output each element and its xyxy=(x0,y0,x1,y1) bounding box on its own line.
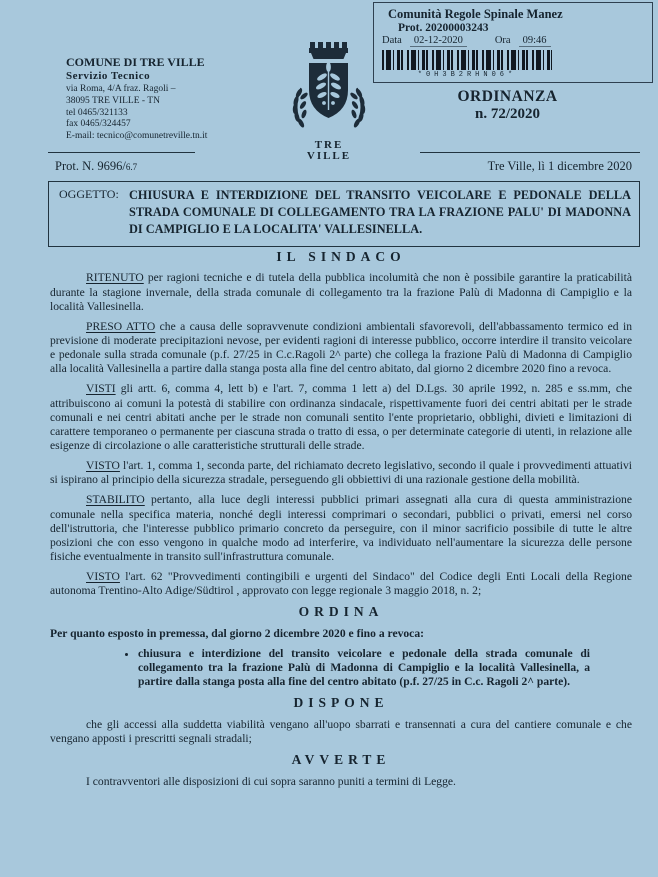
subject-text: CHIUSURA E INTERDIZIONE DEL TRANSITO VEICOLARE E PEDONALE DELLA STRADA COMUNALE DI COLLEGAMENTO TRA LA FRAZIONE PALU' DI MADONNA DI CAMPIGLIO E LA LOCALITA' VALLESINELLA. xyxy=(129,188,631,237)
heading-avverte: AVVERTE xyxy=(291,752,391,768)
ordinance-title-block xyxy=(415,88,600,123)
heading-il-sindaco: IL SINDACO xyxy=(276,249,406,264)
email: E-mail: tecnico@comunetreville.tn.it xyxy=(66,131,208,142)
recital-lead: VISTO xyxy=(86,570,120,584)
ordinance-number: n. 72/2020 xyxy=(474,106,540,122)
recital-text: per ragioni tecniche e di tutela della pubblica incolumità che non è possibile garantire la praticabilità durante la stagione invernale, della strada comunale di collegamento tra la frazione Palù di Madonna di Campiglio e la località Vallesinella. xyxy=(50,271,632,313)
stamp-date-label: Data xyxy=(382,35,402,46)
stamp-organization: Comunità Regole Spinale Manez xyxy=(388,7,563,21)
letterhead xyxy=(66,55,266,143)
recital-text: gli artt. 6, comma 4, lett b) e l'art. 7, comma 1 lett a) del D.Lgs. 30 aprile 1992, n. 285 e ss.mm, che attribuiscono ai comuni la potestà di stabilire con ordinanza sindacale, rispettivamente fuori dei centri abitati per le strade comunali e nei centri abitati anche per le strade non comunali sentito l'ente proprietario, obblighi, divieti e limitazioni di carattere temporaneo o permanente per ciascuna strada o tratto di essa, o per determinate categorie di utenti, in relazione alle esigenze di circolazione o alle caratteristiche strutturali delle strade. xyxy=(50,382,632,453)
stamp-date-value: 02-12-2020 xyxy=(410,35,467,47)
recital-stabilito xyxy=(50,493,632,564)
heading-dispone: DISPONE xyxy=(293,695,389,711)
subject-box xyxy=(48,181,640,247)
recital-visto-art62 xyxy=(50,570,632,598)
protocol-stamp xyxy=(373,2,653,83)
stamp-time-value: 09:46 xyxy=(519,35,551,47)
stamp-date-row xyxy=(382,35,646,47)
recital-text: l'art. 1, comma 1, seconda parte, del richiamato decreto legislativo, secondo il quale i provvedimenti attuativi si ispirano al principio della sicurezza stradale, perseguendo gli obbiettivi di una razionale gestione della mobilità. xyxy=(50,459,632,487)
protocol-reference xyxy=(55,159,137,174)
municipality-name: COMUNE DI TRE VILLE xyxy=(66,55,205,69)
recital-lead: VISTI xyxy=(86,382,116,396)
ordinance-title: ORDINANZA xyxy=(457,88,558,105)
recital-lead: VISTO xyxy=(86,459,120,473)
barcode-text: *0H3B2RHN06* xyxy=(417,71,517,79)
recital-ritenuto xyxy=(50,271,632,313)
protocol-reference-class: 6.7 xyxy=(125,162,138,172)
place-and-date: Tre Ville, lì 1 dicembre 2020 xyxy=(487,159,632,173)
stamp-time-label: Ora xyxy=(494,35,511,46)
recital-lead: RITENUTO xyxy=(86,271,144,285)
recital-text: che a causa delle sopravvenute condizioni ambientali sfavorevoli, dell'abbassamento termico ed in previsione di moderate precipitazioni nevose, per evidenti ragioni di interesse pubblico, occorre interdire il transito veicolare e pedonale sulla strada comunale (p.f. 27/25 in C.c.Ragoli 2^ parte) che collega la frazione Palù di Madonna di Campiglio alla località Vallesinella a partire dalla stanga posta alla fine del centro abitato, dal giorno 2 dicembre 2020 fino a revoca. xyxy=(50,319,632,376)
coat-of-arms xyxy=(277,36,381,162)
letterhead-divider-left xyxy=(48,152,195,153)
stamp-protocol-number: Prot. 20200003243 xyxy=(398,22,489,34)
address-line-1: via Roma, 4/A fraz. Ragoli – xyxy=(66,83,176,94)
dispone-text: che gli accessi alla suddetta viabilità vengano all'uopo sbarrati e transennati a cura del cantiere comunale e che vengano apposti i prescritti segnali stradali; xyxy=(50,717,632,746)
letterhead-divider-right xyxy=(420,152,640,153)
recital-lead: PRESO ATTO xyxy=(86,319,156,333)
subject-label: OGGETTO: xyxy=(59,187,119,201)
recital-lead: STABILITO xyxy=(86,493,145,507)
recital-preso-atto xyxy=(50,320,632,377)
heading-ordina: ORDINA xyxy=(298,604,384,620)
ordina-intro: Per quanto esposto in premessa, dal giorno 2 dicembre 2020 e fino a revoca: xyxy=(50,626,424,640)
fax: fax 0465/324457 xyxy=(66,119,131,130)
recital-text: l'art. 62 "Provvedimenti contingibili e urgenti del Sindaco" del Codice degli Enti Locali della Regione autonoma Trentino-Alto Adige/Südtirol , approvato con legge regionale 3 maggio 2018, n. 2; xyxy=(50,570,632,598)
crest-icon xyxy=(277,36,381,136)
ordina-bullet: • chiusura e interdizione del transito veicolare e pedonale della strada comunale di collegamento tra la frazione Palù di Madonna di Campiglio e la località Vallesinella, a partire dalla stanga posta alla fine del centro abitato (p.f. 27/25 in C.c. Ragoli 2^ parte). xyxy=(138,647,590,689)
telephone: tel 0465/321133 xyxy=(66,107,128,118)
recital-text: pertanto, alla luce degli interessi pubblici primari assegnati alla cura di questa amministrazione comunale nella specifica materia, nonché degli interessi comprimari o secondari, pubblici o privati, emersi nel corso dell'istruttoria, che l'interesse pubblico primario concreto da perseguire, con il minor sacrificio possibile di tutte le altre posizioni che con esso vengono in qualche modo ad interferire, va individuato nell'aumentare la sicurezza delle persone fisiche eventualmente in transito sull'infrastruttura comunale. xyxy=(50,493,632,563)
recital-visto-art1 xyxy=(50,459,632,487)
document-body xyxy=(50,244,632,795)
avverte-text: I contravventori alle disposizioni di cui sopra saranno puniti a termini di Legge. xyxy=(86,774,456,788)
office-name: Servizio Tecnico xyxy=(66,70,151,82)
recital-visti xyxy=(50,382,632,453)
protocol-reference-number: Prot. N. 9696/ xyxy=(55,159,126,173)
barcode-image xyxy=(382,50,552,70)
crest-name-line-2: VILLE xyxy=(306,149,352,162)
crest-name-line-1: TRE xyxy=(314,139,344,151)
address-line-2: 38095 TRE VILLE - TN xyxy=(66,95,160,106)
ordina-list xyxy=(122,647,590,689)
